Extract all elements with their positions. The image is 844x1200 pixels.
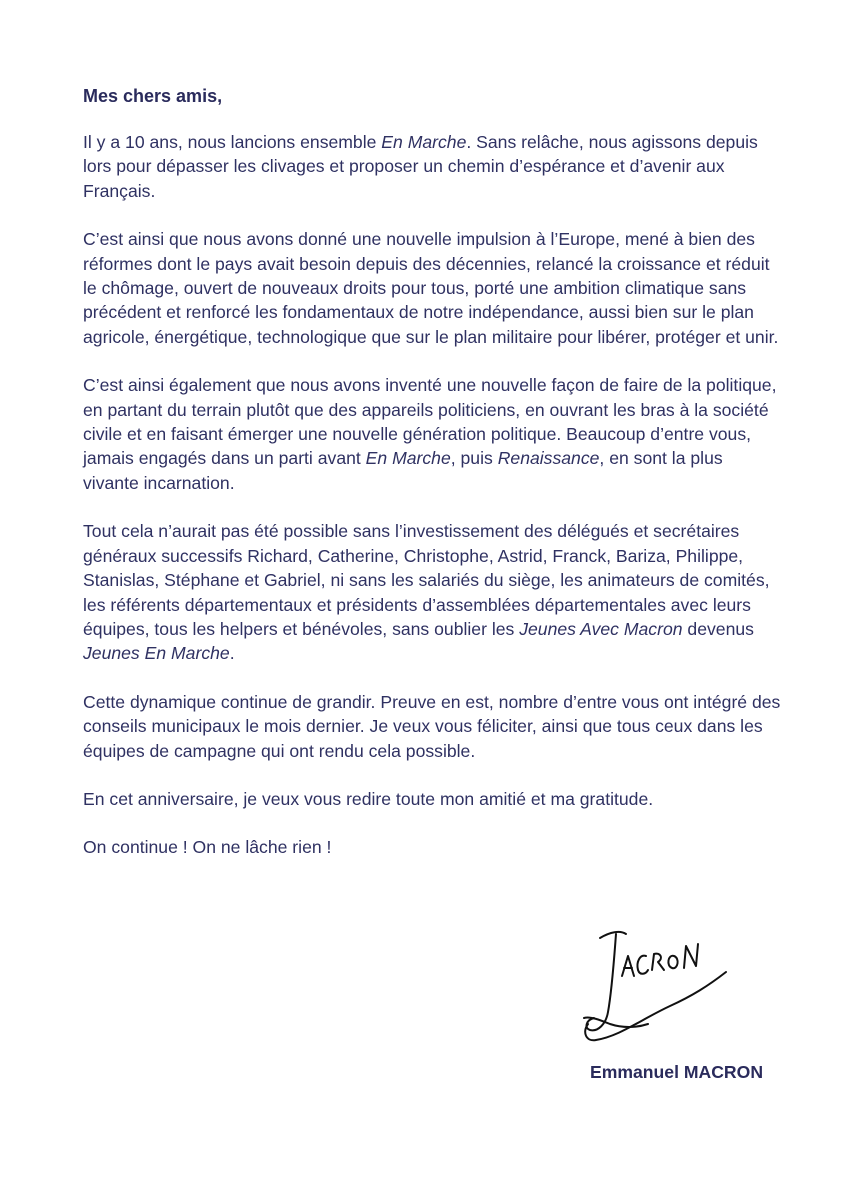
- paragraph-1-text-c: . Sans relâche, nous agissons depuis lors pour dépasser les clivages et proposer un chemin d’espérance et d’avenir aux Français.: [83, 132, 758, 201]
- signature-block: [580, 920, 800, 1110]
- paragraph-4: [83, 519, 783, 665]
- paragraph-3-italic-en-marche: En Marche: [365, 448, 451, 469]
- paragraph-6: En cet anniversaire, je veux vous redire toute mon amitié et ma gratitude.: [83, 788, 654, 809]
- paragraph-3: [83, 373, 783, 495]
- paragraph-7: On continue ! On ne lâche rien !: [83, 837, 332, 858]
- paragraph-1-italic-en-marche: En Marche: [381, 132, 467, 152]
- paragraph-3-text-e: , en sont la plus vivante incarnation.: [83, 448, 723, 493]
- paragraph-4-text-a: Tout cela n’aurait pas été possible sans l’investissement des délégués et secrétaires généraux successifs Richard, Catherine, Christophe, Astrid, Franck, Bariza, Philippe, Stanislas, Stéphane et Gabriel, ni sans les salariés du siège, les animateurs de comités, les référents départementaux et présidents d’assemblées départementales avec leurs équipes, tous les helpers et bénévoles, sans oublier les: [83, 521, 770, 639]
- letter-body: [83, 84, 783, 884]
- paragraph-4-text-e: .: [229, 643, 235, 664]
- paragraph-3-italic-renaissance: Renaissance: [497, 448, 600, 469]
- salutation: Mes chers amis,: [83, 86, 223, 106]
- paragraph-3-text-a: C’est ainsi également que nous avons inventé une nouvelle façon de faire de la politique, en partant du terrain plutôt que des appareils politiciens, en ouvrant les bras à la société civile et en faisant émerger une nouvelle génération politique. Beaucoup d’entre vous, jamais engagés dans un parti avant: [83, 375, 777, 469]
- handwritten-signature: [580, 920, 740, 1050]
- paragraph-2: C’est ainsi que nous avons donné une nouvelle impulsion à l’Europe, mené à bien des réformes dont le pays avait besoin depuis des décennies, relancé la croissance et réduit le chômage, ouvert de nouveaux droits pour tous, porté une ambition climatique sans précédent et renforcé les fondamentaux de notre indépendance, aussi bien sur le plan agricole, énergétique, technologique que sur le plan militaire pour libérer, protéger et unir.: [83, 229, 779, 347]
- paragraph-4-italic-jeunes-en-marche: Jeunes En Marche: [83, 643, 230, 664]
- paragraph-1: [83, 130, 783, 203]
- paragraph-5: Cette dynamique continue de grandir. Preuve en est, nombre d’entre vous ont intégré des conseils municipaux le mois dernier. Je veux vous féliciter, ainsi que tous ceux dans les équipes de campagne qui ont rendu cela possible.: [83, 691, 781, 761]
- signer-name: Emmanuel MACRON: [590, 1062, 764, 1082]
- paragraph-3-text-c: , puis: [450, 448, 498, 469]
- paragraph-1-text-a: Il y a 10 ans, nous lancions ensemble: [83, 132, 382, 152]
- paragraph-4-italic-jeunes-avec-macron: Jeunes Avec Macron: [519, 618, 683, 639]
- paragraph-4-text-c: devenus: [682, 618, 754, 639]
